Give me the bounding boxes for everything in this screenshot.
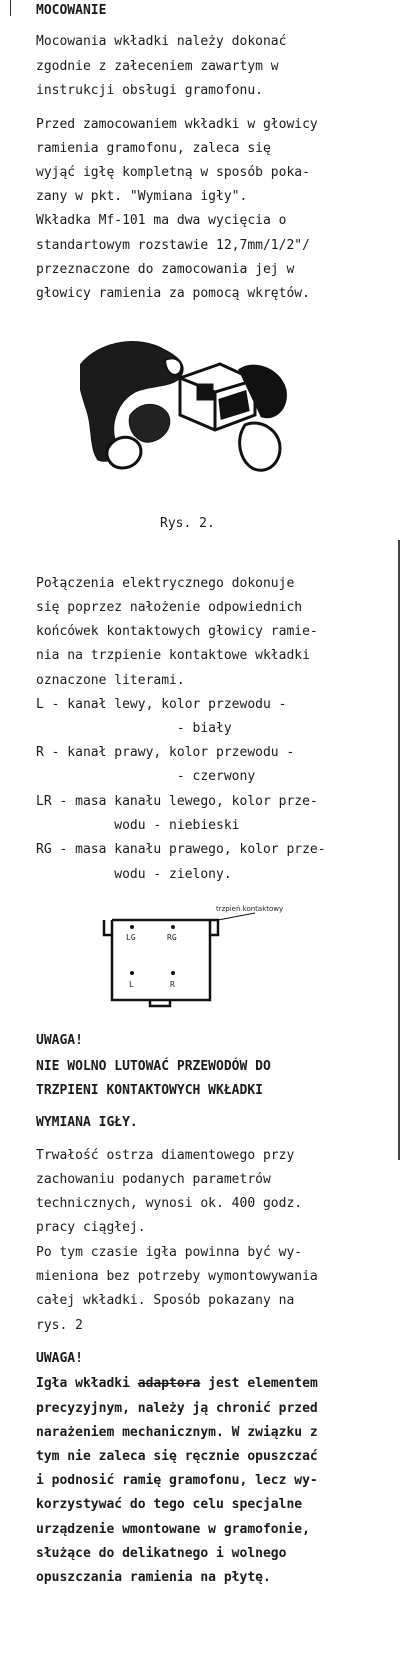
p4-line: technicznych, wynosi ok. 400 godz. [36,1196,303,1211]
warning2-line: i podnosić ramię gramofonu, lecz wy- [36,1473,318,1488]
pin-label-r: R [170,980,175,989]
p1-line: instrukcji obsługi gramofonu. [36,83,263,98]
p3-line: wodu - niebieski [36,818,240,833]
warning2-line [36,1375,318,1393]
p2-line: wyjąć igłę kompletną w sposób poka- [36,165,310,180]
p2-line: standartowym rozstawie 12,7mm/1/2"/ [36,238,310,253]
p2-line: ramienia gramofonu, zaleca się [36,141,271,156]
heading-mocowanie: MOCOWANIE [36,3,107,18]
warning2-line: korzystywać do tego celu specjalne [36,1497,303,1512]
p2-line: Wkładka Mf-101 ma dwa wycięcia o [36,213,287,228]
p1-line: zgodnie z załeceniem zawartym w [36,59,279,74]
p4-line: całej wkładki. Sposób pokazany na [36,1293,295,1308]
pin-label-l: L [129,980,134,989]
pin-callout-label: trzpień kontaktowy [216,905,284,913]
p2-line: Przed zamocowaniem wkładki w głowicy [36,117,318,132]
pin-label-lg: LG [126,933,136,942]
p1-line: Mocowania wkładki należy dokonać [36,34,287,49]
p4-line: rys. 2 [36,1318,83,1333]
p4-line: Po tym czasie igła powinna być wy- [36,1245,303,1260]
needle-removal-illustration [80,330,290,490]
warning2-line: służące do delikatnego i wolnego [36,1546,287,1561]
p3-line: wodu - zielony. [36,867,232,882]
warning-line: NIE WOLNO LUTOWAĆ PRZEWODÓW DO [36,1059,271,1074]
struck-word: adaptora [137,1376,201,1391]
p3-line: oznaczone literami. [36,673,185,688]
p4-line: Trwałość ostrza diamentowego przy [36,1148,295,1163]
warning-title: UWAGA! [36,1351,83,1366]
warning2-line: narażeniem mechanicznym. W związku z [36,1425,318,1440]
p3-line: się poprzez nałożenie odpowiednich [36,600,303,615]
p3-line: - biały [36,721,232,736]
p3-line: Połączenia elektrycznego dokonuje [36,576,295,591]
p3-line: L - kanał lewy, kolor przewodu - [36,697,287,712]
pin-label-rg: RG [167,933,177,942]
p3-line: RG - masa kanału prawego, kolor prze- [36,842,326,857]
page-edge-mark [10,0,11,16]
p2-line: zany w pkt. "Wymiana igły". [36,189,248,204]
warning2-line: urządzenie wmontowane w gramofonie, [36,1522,310,1537]
p4-line: mieniona bez potrzeby wymontowywania [36,1269,318,1284]
warning-line: TRZPIENI KONTAKTOWYCH WKŁADKI [36,1083,263,1098]
figure-caption: Rys. 2. [160,516,215,531]
warning2-line: opuszczania ramienia na płytę. [36,1570,271,1585]
heading-wymiana-igly: WYMIANA IGŁY. [36,1115,138,1130]
p3-line: końcówek kontaktowych głowicy ramie- [36,624,318,639]
p2-line: głowicy ramienia za pomocą wkrętów. [36,286,310,301]
p4-line: zachowaniu podanych parametrów [36,1172,271,1187]
p3-line: nia na trzpienie kontaktowe wkładki [36,648,310,663]
contact-pin-diagram [100,905,320,1015]
warning2-line: precyzyjnym, należy ją chronić przed [36,1401,318,1416]
p2-line: przeznaczone do zamocowania jej w [36,262,295,277]
p3-line: R - kanał prawy, kolor przewodu - [36,745,295,760]
warning-title: UWAGA! [36,1033,83,1048]
warning2-text: Igła wkładki [36,1376,138,1391]
warning2-text: jest elementem [200,1376,318,1391]
p3-line: - czerwony [36,769,256,784]
p3-line: LR - masa kanału lewego, kolor prze- [36,794,318,809]
p4-line: pracy ciągłej. [36,1220,146,1235]
warning2-line: tym nie zaleca się ręcznie opuszczać [36,1449,318,1464]
